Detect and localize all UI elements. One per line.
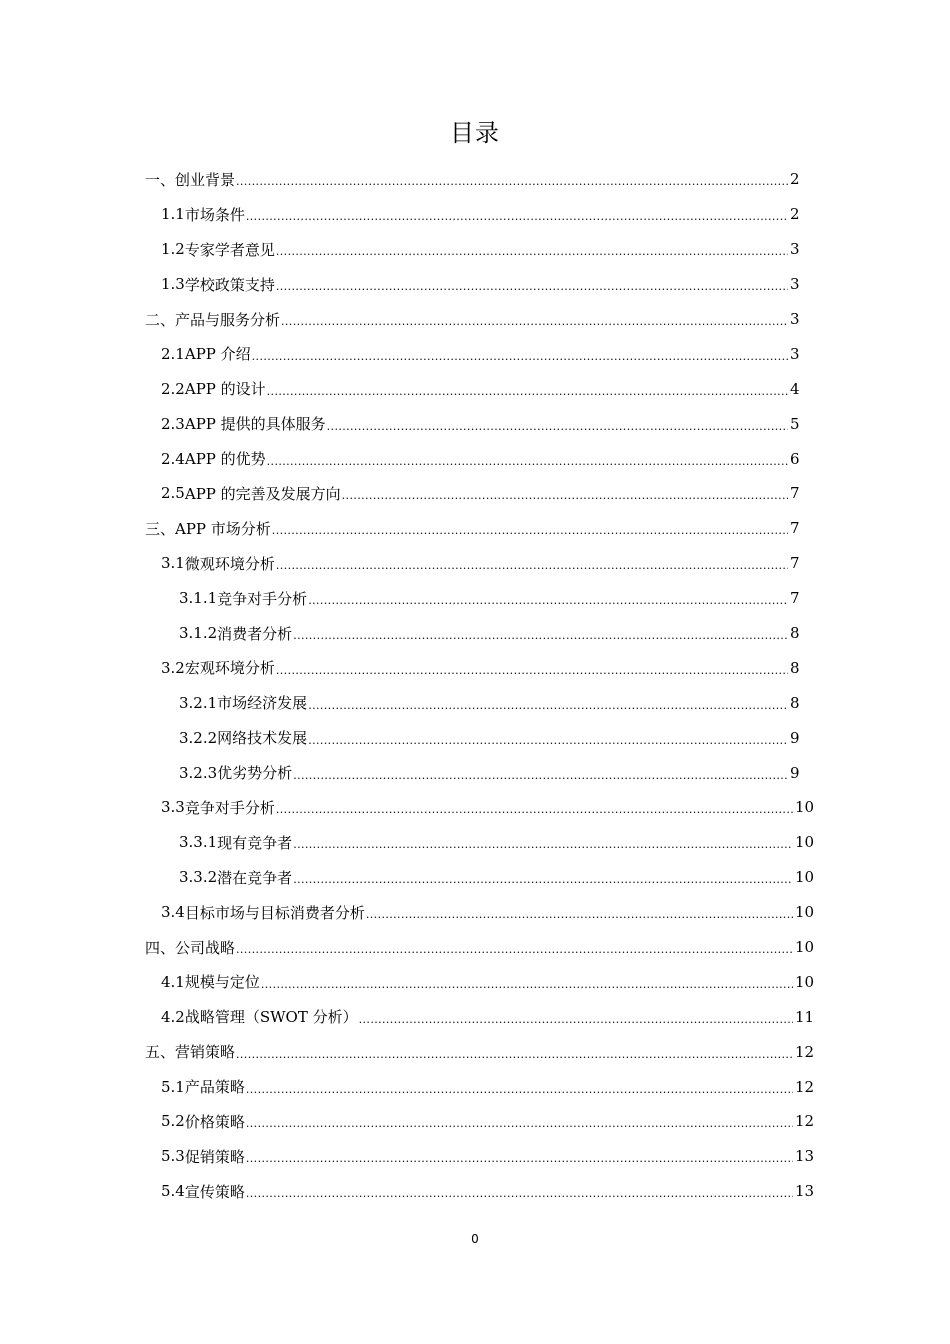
- table-of-contents: [0, 162, 950, 1209]
- toc-entry-number: 1.1: [161, 205, 185, 224]
- toc-entry[interactable]: [0, 650, 950, 685]
- toc-entry-label: 产品策略: [184, 1078, 245, 1097]
- dot-leader: [293, 834, 793, 852]
- toc-entry[interactable]: [0, 895, 950, 930]
- toc-entry-number: 3.1: [161, 554, 185, 573]
- toc-entry-page-number: 3: [790, 240, 800, 259]
- toc-title: 目录: [450, 119, 500, 147]
- toc-entry[interactable]: [0, 1034, 950, 1069]
- toc-entry-number: 2.2: [161, 379, 185, 398]
- toc-entry-label: 专家学者意见: [184, 240, 275, 259]
- toc-entry-number: 5.1: [161, 1077, 185, 1096]
- toc-entry-page-number: 12: [795, 1042, 815, 1061]
- toc-entry[interactable]: [0, 162, 950, 197]
- toc-entry-number: 3.2.1: [179, 693, 218, 712]
- toc-entry[interactable]: [0, 1104, 950, 1139]
- dot-leader: [252, 346, 788, 364]
- toc-entry-page-number: 9: [790, 763, 800, 782]
- toc-entry[interactable]: [0, 302, 950, 337]
- toc-entry-page-number: 8: [790, 658, 800, 677]
- toc-entry-number: 2.5: [161, 484, 185, 503]
- toc-entry-label: APP 的设计: [184, 380, 266, 399]
- toc-entry-label: 消费者分析: [217, 624, 293, 643]
- dot-leader: [246, 1183, 793, 1201]
- toc-entry-page-number: 12: [795, 1112, 815, 1131]
- toc-entry-label: 竞争对手分析: [184, 798, 275, 817]
- toc-entry-label: 促销策略: [184, 1147, 245, 1166]
- toc-entry-number: 2.3: [161, 414, 185, 433]
- toc-entry-page-number: 3: [790, 344, 800, 363]
- toc-entry-label: 五、营销策略: [145, 1043, 236, 1062]
- toc-entry[interactable]: [0, 755, 950, 790]
- toc-entry-label: APP 的完善及发展方向: [184, 484, 341, 503]
- toc-entry-page-number: 9: [790, 728, 800, 747]
- dot-leader: [308, 695, 788, 713]
- toc-entry[interactable]: [0, 790, 950, 825]
- toc-entry[interactable]: [0, 546, 950, 581]
- toc-entry[interactable]: [0, 197, 950, 232]
- toc-entry[interactable]: [0, 720, 950, 755]
- dot-leader: [246, 206, 788, 224]
- toc-entry-page-number: 13: [795, 1147, 815, 1166]
- toc-entry-label: 宣传策略: [184, 1182, 245, 1201]
- toc-entry-number: 2.1: [161, 344, 185, 363]
- dot-leader: [267, 381, 788, 399]
- toc-entry-page-number: 6: [790, 449, 800, 468]
- toc-entry[interactable]: [0, 511, 950, 546]
- toc-entry-page-number: 12: [795, 1077, 815, 1096]
- dot-leader: [327, 416, 788, 434]
- toc-entry[interactable]: [0, 1139, 950, 1174]
- toc-entry[interactable]: [0, 476, 950, 511]
- toc-entry[interactable]: [0, 1069, 950, 1104]
- toc-entry[interactable]: [0, 371, 950, 406]
- toc-entry[interactable]: [0, 406, 950, 441]
- toc-entry-label: 价格策略: [184, 1112, 245, 1131]
- toc-entry-page-number: 10: [795, 868, 815, 887]
- toc-entry-page-number: 2: [790, 170, 800, 189]
- toc-entry-label: 竞争对手分析: [217, 589, 308, 608]
- toc-entry-label: 一、创业背景: [145, 170, 236, 189]
- dot-leader: [276, 660, 788, 678]
- toc-entry-label: APP 的优势: [184, 450, 266, 469]
- dot-leader: [267, 451, 788, 469]
- toc-entry-label: 微观环境分析: [184, 554, 275, 573]
- toc-entry-label: 宏观环境分析: [184, 659, 275, 678]
- toc-entry-number: 3.2: [161, 658, 185, 677]
- toc-entry-label: 学校政策支持: [184, 275, 275, 294]
- dot-leader: [272, 520, 788, 538]
- toc-entry-page-number: 3: [790, 275, 800, 294]
- toc-entry-number: 4.2: [161, 1007, 185, 1026]
- toc-entry-number: 4.1: [161, 972, 185, 991]
- dot-leader: [281, 311, 788, 329]
- toc-entry-number: 1.2: [161, 240, 185, 259]
- dot-leader: [276, 799, 793, 817]
- toc-entry-label: 四、公司战略: [145, 938, 236, 957]
- toc-entry-page-number: 7: [790, 484, 800, 503]
- toc-entry-page-number: 8: [790, 693, 800, 712]
- dot-leader: [276, 276, 788, 294]
- dot-leader: [246, 1113, 793, 1131]
- toc-entry-number: 3.1.1: [179, 589, 218, 608]
- toc-entry-label: 目标市场与目标消费者分析: [184, 903, 365, 922]
- toc-entry-label: 网络技术发展: [217, 729, 308, 748]
- toc-entry-label: 战略管理（SWOT 分析）: [184, 1008, 358, 1027]
- toc-entry-number: 5.2: [161, 1112, 185, 1131]
- dot-leader: [236, 939, 793, 957]
- toc-entry-page-number: 7: [790, 589, 800, 608]
- toc-entry[interactable]: [0, 616, 950, 651]
- toc-entry-number: 3.4: [161, 903, 185, 922]
- toc-entry-label: 三、APP 市场分析: [145, 519, 271, 538]
- dot-leader: [366, 904, 793, 922]
- toc-entry-page-number: 7: [790, 519, 800, 538]
- toc-entry-label: 优劣势分析: [217, 764, 293, 783]
- toc-entry[interactable]: [0, 232, 950, 267]
- toc-entry-page-number: 3: [790, 310, 800, 328]
- toc-entry[interactable]: [0, 441, 950, 476]
- toc-entry-page-number: 8: [790, 624, 800, 643]
- toc-entry-label: APP 介绍: [184, 345, 251, 364]
- toc-entry[interactable]: [0, 336, 950, 371]
- dot-leader: [308, 590, 788, 608]
- dot-leader: [246, 1148, 793, 1166]
- toc-entry-page-number: 13: [795, 1182, 815, 1201]
- toc-entry-page-number: 7: [790, 554, 800, 573]
- dot-leader: [261, 974, 793, 992]
- toc-entry[interactable]: [0, 685, 950, 720]
- toc-entry-number: 3.1.2: [179, 624, 218, 643]
- toc-entry-page-number: 10: [795, 798, 815, 817]
- toc-entry-label: APP 提供的具体服务: [184, 415, 326, 434]
- dot-leader: [293, 625, 788, 643]
- dot-leader: [359, 1009, 793, 1027]
- toc-entry-page-number: 10: [795, 938, 815, 957]
- toc-entry[interactable]: [0, 581, 950, 616]
- toc-entry[interactable]: [0, 930, 950, 965]
- dot-leader: [293, 765, 788, 783]
- dot-leader: [246, 1079, 793, 1097]
- toc-entry[interactable]: [0, 860, 950, 895]
- dot-leader: [308, 730, 788, 748]
- toc-entry-label: 潜在竞争者: [217, 868, 293, 887]
- toc-entry[interactable]: [0, 267, 950, 302]
- toc-entry-label: 市场条件: [184, 205, 245, 224]
- toc-entry[interactable]: [0, 825, 950, 860]
- toc-entry-number: 5.4: [161, 1182, 185, 1201]
- toc-entry-number: 1.3: [161, 275, 185, 294]
- page-number-footer: 0: [471, 1232, 479, 1246]
- dot-leader: [293, 869, 793, 887]
- dot-leader: [342, 485, 788, 503]
- toc-entry-number: 3.3.1: [179, 833, 218, 852]
- toc-entry[interactable]: [0, 964, 950, 999]
- toc-entry-number: 3.2.2: [179, 728, 218, 747]
- dot-leader: [236, 1044, 793, 1062]
- toc-entry-page-number: 11: [795, 1007, 815, 1026]
- toc-entry-page-number: 10: [795, 903, 815, 922]
- toc-entry[interactable]: [0, 1174, 950, 1209]
- dot-leader: [236, 171, 788, 189]
- toc-entry-number: 3.2.3: [179, 763, 218, 782]
- toc-entry-page-number: 10: [795, 972, 815, 991]
- toc-entry-number: 2.4: [161, 449, 185, 468]
- dot-leader: [276, 241, 788, 259]
- toc-entry-number: 5.3: [161, 1147, 185, 1166]
- toc-entry-label: 规模与定位: [184, 973, 260, 992]
- toc-entry-page-number: 5: [790, 414, 800, 433]
- toc-entry[interactable]: [0, 999, 950, 1034]
- toc-entry-page-number: 2: [790, 205, 800, 224]
- toc-entry-label: 现有竞争者: [217, 833, 293, 852]
- toc-entry-page-number: 4: [790, 379, 800, 398]
- toc-entry-label: 二、产品与服务分析: [145, 310, 281, 329]
- dot-leader: [276, 555, 788, 573]
- toc-entry-page-number: 10: [795, 833, 815, 852]
- toc-entry-label: 市场经济发展: [217, 694, 308, 713]
- toc-entry-number: 3.3: [161, 798, 185, 817]
- toc-entry-number: 3.3.2: [179, 868, 218, 887]
